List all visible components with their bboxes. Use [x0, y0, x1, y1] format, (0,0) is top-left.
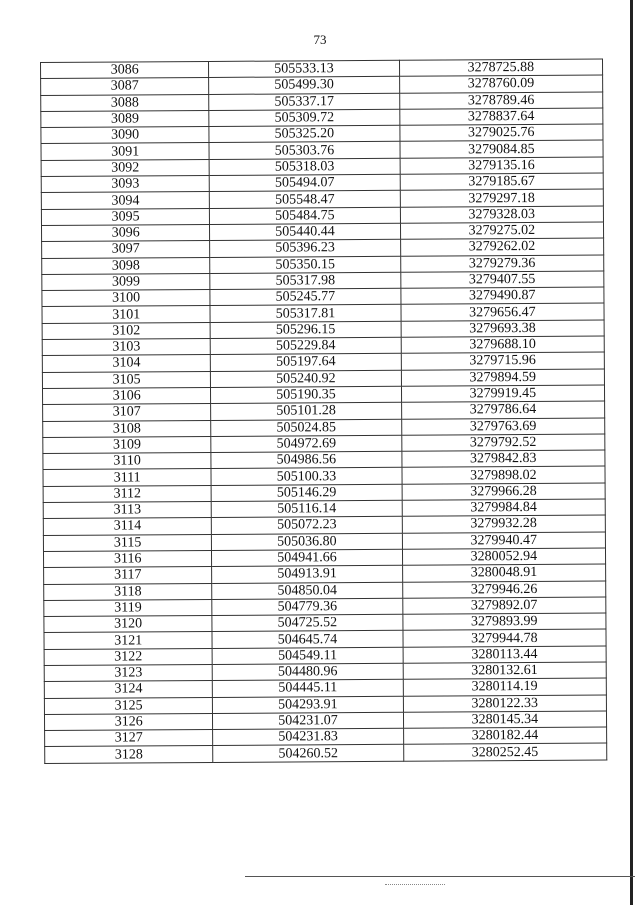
x-coordinate-cell: 504231.07: [213, 712, 403, 729]
y-coordinate-cell: 3279275.02: [400, 222, 603, 240]
x-coordinate-cell: 505499.30: [209, 77, 399, 94]
x-coordinate-cell: 505317.98: [210, 272, 400, 289]
point-number-cell: 3122: [44, 648, 212, 665]
x-coordinate-cell: 504972.69: [211, 435, 401, 452]
y-coordinate-cell: 3280132.61: [403, 662, 606, 680]
x-coordinate-cell: 505197.64: [211, 354, 401, 371]
y-coordinate-cell: 3279025.76: [400, 124, 603, 142]
point-number-cell: 3103: [42, 339, 210, 356]
y-coordinate-cell: 3280052.94: [402, 548, 605, 566]
coordinates-table: [40, 59, 607, 764]
y-coordinate-cell: 3279940.47: [402, 532, 605, 550]
point-number-cell: 3091: [41, 143, 209, 160]
y-coordinate-cell: 3278837.64: [399, 108, 602, 126]
y-coordinate-cell: 3278789.46: [399, 92, 602, 110]
x-coordinate-cell: 504779.36: [212, 598, 402, 615]
x-coordinate-cell: 505303.76: [209, 142, 399, 159]
x-coordinate-cell: 505190.35: [211, 386, 401, 403]
y-coordinate-cell: 3279932.28: [402, 515, 605, 533]
y-coordinate-cell: 3279185.67: [400, 173, 603, 191]
y-coordinate-cell: 3279693.38: [401, 320, 604, 338]
point-number-cell: 3089: [41, 110, 209, 127]
point-number-cell: 3127: [45, 730, 213, 747]
x-coordinate-cell: 504913.91: [212, 565, 402, 582]
point-number-cell: 3093: [41, 176, 209, 193]
x-coordinate-cell: 504986.56: [211, 451, 401, 468]
point-number-cell: 3088: [41, 94, 209, 111]
point-number-cell: 3107: [43, 404, 211, 421]
x-coordinate-cell: 504231.83: [213, 728, 403, 745]
point-number-cell: 3115: [43, 534, 211, 551]
y-coordinate-cell: 3279946.26: [402, 581, 605, 599]
point-number-cell: 3113: [43, 501, 211, 518]
y-coordinate-cell: 3279135.16: [400, 157, 603, 175]
x-coordinate-cell: 504941.66: [212, 549, 402, 566]
x-coordinate-cell: 504445.11: [213, 680, 403, 697]
y-coordinate-cell: 3280048.91: [402, 564, 605, 582]
point-number-cell: 3112: [43, 485, 211, 502]
point-number-cell: 3109: [43, 436, 211, 453]
y-coordinate-cell: 3279966.28: [402, 483, 605, 501]
x-coordinate-cell: 504645.74: [212, 631, 402, 648]
table-body: [41, 59, 607, 763]
page-number: 73: [313, 32, 327, 47]
point-number-cell: 3087: [41, 78, 209, 95]
y-coordinate-cell: 3279892.07: [402, 597, 605, 615]
y-coordinate-cell: 3279898.02: [402, 466, 605, 484]
point-number-cell: 3126: [44, 713, 212, 730]
point-number-cell: 3090: [41, 127, 209, 144]
x-coordinate-cell: 505100.33: [211, 468, 401, 485]
point-number-cell: 3094: [41, 192, 209, 209]
x-coordinate-cell: 505337.17: [209, 93, 399, 110]
x-coordinate-cell: 505440.44: [210, 223, 400, 240]
y-coordinate-cell: 3279656.47: [401, 304, 604, 322]
y-coordinate-cell: 3279328.03: [400, 206, 603, 224]
x-coordinate-cell: 505318.03: [209, 158, 399, 175]
y-coordinate-cell: 3279792.52: [401, 434, 604, 452]
y-coordinate-cell: 3279279.36: [400, 255, 603, 273]
y-coordinate-cell: 3278725.88: [399, 59, 602, 77]
x-coordinate-cell: 504549.11: [212, 647, 402, 664]
point-number-cell: 3114: [43, 518, 211, 535]
point-number-cell: 3086: [41, 61, 209, 78]
scan-artifact: [385, 884, 445, 886]
point-number-cell: 3100: [42, 290, 210, 307]
point-number-cell: 3106: [42, 387, 210, 404]
table-row: [45, 744, 607, 764]
y-coordinate-cell: 3279688.10: [401, 336, 604, 354]
point-number-cell: 3117: [44, 567, 212, 584]
point-number-cell: 3111: [43, 469, 211, 486]
x-coordinate-cell: 504725.52: [212, 614, 402, 631]
x-coordinate-cell: 505494.07: [209, 174, 399, 191]
point-number-cell: 3092: [41, 159, 209, 176]
page-edge-line: [630, 0, 633, 905]
y-coordinate-cell: 3279084.85: [400, 141, 603, 159]
x-coordinate-cell: 504850.04: [212, 582, 402, 599]
point-number-cell: 3128: [45, 746, 213, 763]
point-number-cell: 3097: [42, 241, 210, 258]
x-coordinate-cell: 505484.75: [210, 207, 400, 224]
point-number-cell: 3105: [42, 371, 210, 388]
point-number-cell: 3119: [44, 599, 212, 616]
y-coordinate-cell: 3279919.45: [401, 385, 604, 403]
y-coordinate-cell: 3279786.64: [401, 401, 604, 419]
point-number-cell: 3098: [42, 257, 210, 274]
y-coordinate-cell: 3279763.69: [401, 418, 604, 436]
point-number-cell: 3101: [42, 306, 210, 323]
point-number-cell: 3118: [44, 583, 212, 600]
y-coordinate-cell: 3280252.45: [403, 744, 606, 762]
point-number-cell: 3123: [44, 664, 212, 681]
x-coordinate-cell: 505072.23: [212, 517, 402, 534]
y-coordinate-cell: 3279944.78: [403, 629, 606, 647]
y-coordinate-cell: 3279262.02: [400, 238, 603, 256]
x-coordinate-cell: 505350.15: [210, 256, 400, 273]
x-coordinate-cell: 504293.91: [213, 696, 403, 713]
y-coordinate-cell: 3280182.44: [403, 727, 606, 745]
y-coordinate-cell: 3279715.96: [401, 352, 604, 370]
y-coordinate-cell: 3279407.55: [400, 271, 603, 289]
x-coordinate-cell: 505317.81: [210, 305, 400, 322]
point-number-cell: 3099: [42, 273, 210, 290]
point-number-cell: 3116: [43, 550, 211, 567]
y-coordinate-cell: 3279842.83: [402, 450, 605, 468]
x-coordinate-cell: 504480.96: [212, 663, 402, 680]
x-coordinate-cell: 504260.52: [213, 745, 403, 762]
x-coordinate-cell: 505396.23: [210, 240, 400, 257]
point-number-cell: 3120: [44, 616, 212, 633]
point-number-cell: 3108: [43, 420, 211, 437]
y-coordinate-cell: 3280122.33: [403, 695, 606, 713]
y-coordinate-cell: 3280113.44: [403, 646, 606, 664]
bottom-rule: [245, 876, 635, 877]
y-coordinate-cell: 3280145.34: [403, 711, 606, 729]
point-number-cell: 3125: [44, 697, 212, 714]
x-coordinate-cell: 505240.92: [211, 370, 401, 387]
x-coordinate-cell: 505116.14: [211, 500, 401, 517]
y-coordinate-cell: 3279894.59: [401, 369, 604, 387]
x-coordinate-cell: 505146.29: [211, 484, 401, 501]
point-number-cell: 3121: [44, 632, 212, 649]
point-number-cell: 3110: [43, 453, 211, 470]
x-coordinate-cell: 505309.72: [209, 109, 399, 126]
point-number-cell: 3104: [42, 355, 210, 372]
x-coordinate-cell: 505533.13: [209, 60, 399, 77]
point-number-cell: 3095: [41, 208, 209, 225]
x-coordinate-cell: 505229.84: [210, 337, 400, 354]
x-coordinate-cell: 505245.77: [210, 288, 400, 305]
y-coordinate-cell: 3279297.18: [400, 189, 603, 207]
y-coordinate-cell: 3279984.84: [402, 499, 605, 517]
x-coordinate-cell: 505296.15: [210, 321, 400, 338]
y-coordinate-cell: 3278760.09: [399, 75, 602, 93]
point-number-cell: 3102: [42, 322, 210, 339]
point-number-cell: 3096: [41, 224, 209, 241]
y-coordinate-cell: 3280114.19: [403, 678, 606, 696]
y-coordinate-cell: 3279490.87: [401, 287, 604, 305]
x-coordinate-cell: 505024.85: [211, 419, 401, 436]
y-coordinate-cell: 3279893.99: [403, 613, 606, 631]
x-coordinate-cell: 505325.20: [209, 125, 399, 142]
x-coordinate-cell: 505101.28: [211, 403, 401, 420]
x-coordinate-cell: 505036.80: [212, 533, 402, 550]
point-number-cell: 3124: [44, 681, 212, 698]
x-coordinate-cell: 505548.47: [210, 191, 400, 208]
